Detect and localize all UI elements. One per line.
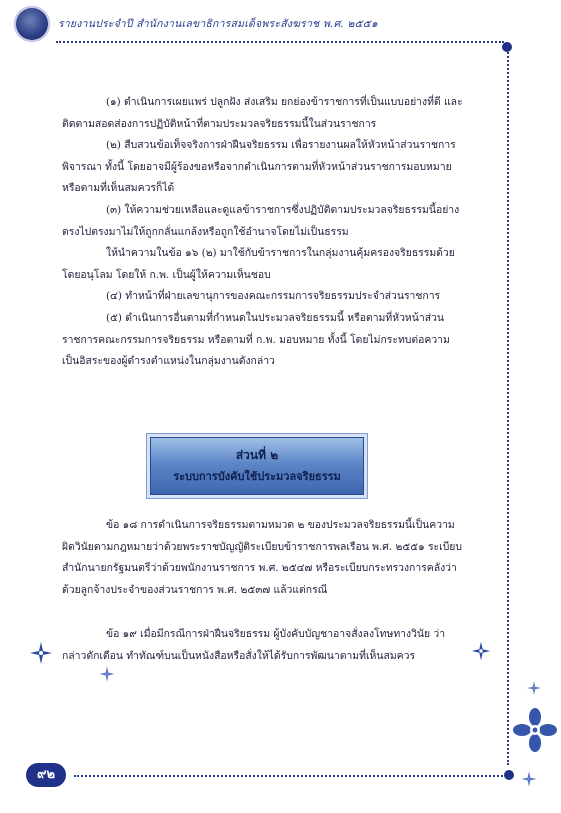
section-heading-subtitle: ระบบการบังคับใช้ประมวลจริยธรรม <box>173 470 341 483</box>
paragraph: ข้อ ๑๙ เมื่อมีกรณีการฝ่าฝืนจริยธรรม ผู้บังคับบัญชาอาจสั่งลงโทษทางวินัย ว่ากล่าวตักเตือน ทำทัณฑ์บนเป็นหนังสือหรือสั่งให้ได้รับการพัฒนาตามที่เห็นสมควร <box>62 628 446 662</box>
footer-dotted-rule <box>74 775 510 777</box>
paragraph: ให้นำความในข้อ ๑๖ (๒) มาใช้กับข้าราชการในกลุ่มงานคุ้มครองจริยธรรมด้วย โดยอนุโลม โดยให้ ก.พ. เป็นผู้ให้ความเห็นชอบ <box>62 247 455 281</box>
section1-body <box>62 92 464 373</box>
paragraph: (๑) ดำเนินการเผยแพร่ ปลูกฝัง ส่งเสริม ยกย่องข้าราชการที่เป็นแบบอย่างที่ดี และติดตามสอดส่องการปฏิบัติหน้าที่ตามประมวลจริยธรรมนี้ในส่วนราชการ <box>62 96 463 130</box>
rule-dot-bottom <box>504 770 514 780</box>
page-header <box>0 0 561 50</box>
paragraph: (๓) ให้ความช่วยเหลือและดูแลข้าราชการซึ่งปฏิบัติตามประมวลจริยธรรมนี้อย่างตรงไปตรงมาไม่ให้ถูกกลั่นแกล้งหรือถูกใช้อำนาจโดยไม่เป็นธรรม <box>62 203 460 238</box>
paragraph: ข้อ ๑๘ การดำเนินการจริยธรรมตามหมวด ๒ ของประมวลจริยธรรมนี้เป็นความผิดวินัยตามกฎหมายว่าด้วยพระราชบัญญัติระเบียบข้าราชการพลเรือน พ.ศ. ๒๕๕๑ ระเบียบสำนักนายกรัฐมนตรีว่าด้วยพนักงานราชการ พ.ศ. ๒๕๔๗ หรือระเบียบกระทรวงการคลังว่าด้วยลูกจ้างประจำของส่วนราชการ พ.ศ. ๒๕๓๗ แล้วแต่กรณี <box>62 519 462 596</box>
flower-icon <box>28 640 54 666</box>
section-heading-title: ส่วนที่ ๒ <box>235 448 279 462</box>
header-divider <box>56 41 504 43</box>
flower-icon <box>98 665 116 683</box>
paragraph: (๕) ดำเนินการอื่นตามที่กำหนดในประมวลจริยธรรมนี้ หรือตามที่หัวหน้าส่วนราชการคณะกรรมการจริยธรรม หรือตามที่ ก.พ. มอบหมาย ทั้งนี้ โดยไม่กระทบต่อความเป็นอิสระของผู้ดำรงตำแหน่งในกลุ่มงานดังกล่าว <box>62 311 450 368</box>
emblem-seal-icon <box>14 6 50 42</box>
right-dotted-rule <box>507 45 509 765</box>
flower-icon <box>470 640 492 662</box>
flower-icon <box>520 770 538 788</box>
header-title: รายงานประจำปี สำนักงานเลขาธิการสมเด็จพระสังฆราช พ.ศ. ๒๕๕๑ <box>58 18 378 30</box>
page-number: ๙๒ <box>26 763 66 787</box>
flower-icon <box>526 680 542 696</box>
section-heading-box <box>150 437 364 495</box>
rule-dot-top <box>502 42 512 52</box>
paragraph: (๒) สืบสวนข้อเท็จจริงการฝ่าฝืนจริยธรรม เพื่อรายงานผลให้หัวหน้าส่วนราชการพิจารณา ทั้งนี้ โดยอาจมีผู้ร้องขอหรือจากดำเนินการตามที่หัวหน้าส่วนราชการมอบหมาย หรือตามที่เห็นสมควรก็ได้ <box>62 139 456 195</box>
large-flower-icon <box>513 708 557 752</box>
section2-body <box>62 515 464 601</box>
section3-body <box>62 624 464 667</box>
paragraph: (๔) ทำหน้าที่ฝ่ายเลขานุการของคณะกรรมการจริยธรรมประจำส่วนราชการ <box>106 290 441 303</box>
